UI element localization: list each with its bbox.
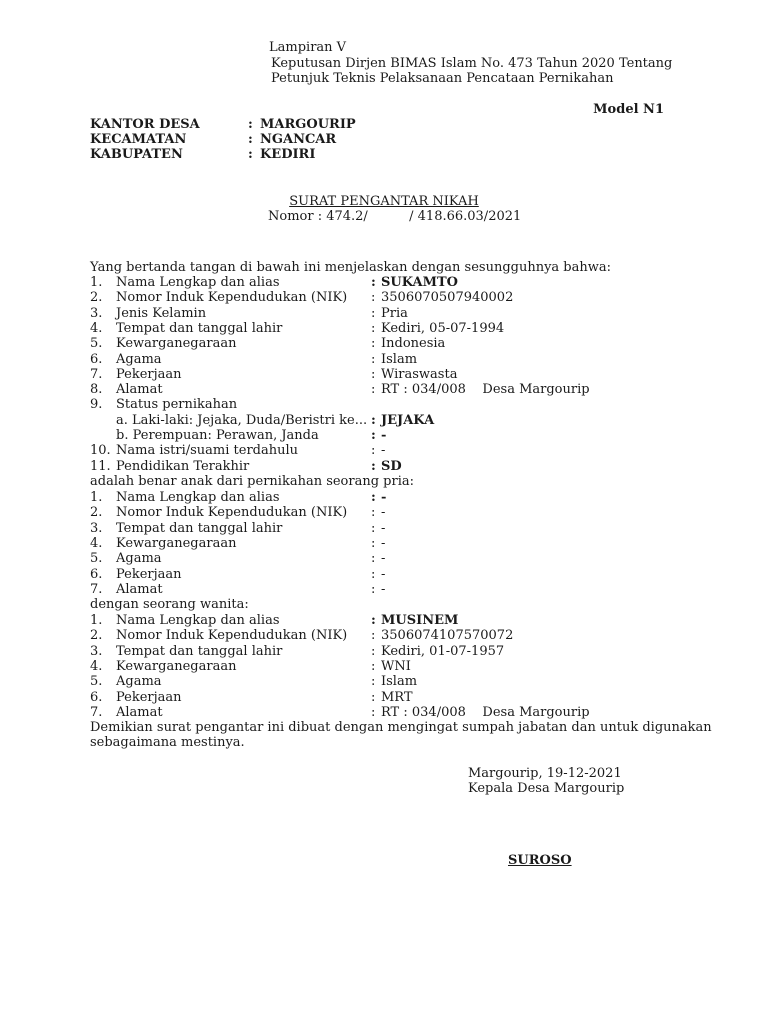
mother-row <box>0 659 768 674</box>
item-number: 5. <box>90 336 103 352</box>
item-value: 3506074107570072 <box>381 628 514 644</box>
item-value: Kediri, 05-07-1994 <box>381 320 505 336</box>
item-separator: : <box>371 674 376 690</box>
signature-place-date: Margourip, 19-12-2021 <box>468 766 622 781</box>
item-label: Jenis Kelamin <box>116 305 207 321</box>
item-value: - <box>381 428 387 443</box>
item-label: Alamat <box>116 382 163 398</box>
item-separator: : <box>371 336 376 352</box>
mother-intro: dengan seorang wanita: <box>90 597 249 612</box>
father-row <box>0 567 768 582</box>
item-label: Tempat dan tanggal lahir <box>116 520 283 536</box>
item-separator: : <box>371 704 376 720</box>
item-separator: : <box>371 490 376 505</box>
item-label: Pekerjaan <box>116 566 182 582</box>
item-label: Alamat <box>116 704 163 720</box>
item-separator: : <box>371 366 376 382</box>
subject-row <box>0 413 768 428</box>
item-number: 2. <box>90 505 103 521</box>
mother-row <box>0 628 768 643</box>
subject-row <box>0 352 768 367</box>
item-value: Pria <box>381 305 408 321</box>
item-separator: : <box>371 566 376 582</box>
subject-row <box>0 397 768 412</box>
subject-row <box>0 275 768 290</box>
item-separator: : <box>371 320 376 336</box>
subject-row <box>0 459 768 474</box>
mother-row <box>0 690 768 705</box>
item-number: 3. <box>90 643 103 659</box>
item-value: - <box>381 535 386 551</box>
item-label: Nomor Induk Kependudukan (NIK) <box>116 290 348 306</box>
item-label: Kewarganegaraan <box>116 535 237 551</box>
item-separator: : <box>371 305 376 321</box>
item-label: Pekerjaan <box>116 689 182 705</box>
father-intro: adalah benar anak dari pernikahan seorang pria: <box>90 474 415 489</box>
item-number: 4. <box>90 658 103 674</box>
mother-row <box>0 644 768 659</box>
item-separator: : <box>371 275 376 290</box>
item-value: Islam <box>381 674 418 690</box>
model-label: Model N1 <box>593 102 664 117</box>
item-value: MUSINEM <box>381 613 459 628</box>
subject-row <box>0 367 768 382</box>
item-label: a. Laki-laki: Jejaka, Duda/Beristri ke... <box>116 412 368 428</box>
item-number: 2. <box>90 290 103 306</box>
document-title: SURAT PENGANTAR NIKAH <box>289 194 479 209</box>
item-number: 1. <box>90 490 103 505</box>
item-number: 6. <box>90 566 103 582</box>
item-number: 2. <box>90 628 103 644</box>
item-number: 1. <box>90 613 103 628</box>
item-number: 7. <box>90 704 103 720</box>
signature-position: Kepala Desa Margourip <box>468 781 625 796</box>
item-separator: : <box>371 351 376 367</box>
item-number: 11. <box>90 458 111 474</box>
item-label: Kewarganegaraan <box>116 336 237 352</box>
item-number: 9. <box>90 397 103 413</box>
subject-row <box>0 306 768 321</box>
item-separator: : <box>371 428 376 443</box>
closing-line-1: Demikian surat pengantar ini dibuat dengan mengingat sumpah jabatan dan untuk digunakan <box>90 720 712 735</box>
item-number: 3. <box>90 520 103 536</box>
item-value: Indonesia <box>381 336 446 352</box>
office-value: MARGOURIP <box>260 117 356 132</box>
item-value: Wiraswasta <box>381 366 458 382</box>
item-value: - <box>381 581 386 597</box>
mother-row <box>0 613 768 628</box>
closing-line-2: sebagaimana mestinya. <box>90 735 245 750</box>
item-separator: : <box>371 551 376 567</box>
office-value: KEDIRI <box>260 147 316 162</box>
item-value: MRT <box>381 689 413 705</box>
item-label: Agama <box>116 551 162 567</box>
item-number: 4. <box>90 320 103 336</box>
item-label: Agama <box>116 674 162 690</box>
item-value: - <box>381 551 386 567</box>
item-separator: : <box>371 412 376 428</box>
item-value: 3506070507940002 <box>381 290 514 306</box>
office-label: KANTOR DESA <box>90 117 200 132</box>
mother-row <box>0 674 768 689</box>
item-number: 3. <box>90 305 103 321</box>
father-row <box>0 505 768 520</box>
item-number: 5. <box>90 674 103 690</box>
item-separator: : <box>371 581 376 597</box>
item-number: 7. <box>90 581 103 597</box>
keputusan-line-1: Keputusan Dirjen BIMAS Islam No. 473 Tahun 2020 Tentang <box>271 56 673 71</box>
office-label: KABUPATEN <box>90 147 183 162</box>
item-label: Nama istri/suami terdahulu <box>116 443 299 459</box>
item-number: 1. <box>90 275 103 290</box>
item-separator: : <box>371 520 376 536</box>
signature-name: SUROSO <box>508 853 572 868</box>
office-separator: : <box>248 132 253 147</box>
office-row <box>0 132 768 147</box>
item-separator: : <box>371 458 376 474</box>
item-label: Kewarganegaraan <box>116 658 237 674</box>
father-row <box>0 536 768 551</box>
item-separator: : <box>371 643 376 659</box>
item-value: SD <box>381 458 402 474</box>
father-row <box>0 521 768 536</box>
office-separator: : <box>248 147 253 162</box>
item-label: b. Perempuan: Perawan, Janda <box>116 428 319 443</box>
item-label: Nama Lengkap dan alias <box>116 275 280 290</box>
office-row <box>0 147 768 162</box>
subject-row <box>0 336 768 351</box>
item-separator: : <box>371 443 376 459</box>
keputusan-line-2: Petunjuk Teknis Pelaksanaan Pencataan Pernikahan <box>271 71 614 86</box>
intro-text: Yang bertanda tangan di bawah ini menjelaskan dengan sesungguhnya bahwa: <box>90 260 612 275</box>
item-value: RT : 034/008 Desa Margourip <box>381 382 590 398</box>
item-separator: : <box>371 505 376 521</box>
item-label: Nomor Induk Kependudukan (NIK) <box>116 628 348 644</box>
item-number: 4. <box>90 535 103 551</box>
father-row <box>0 551 768 566</box>
subject-row <box>0 428 768 443</box>
subject-row <box>0 382 768 397</box>
item-label: Nama Lengkap dan alias <box>116 490 280 505</box>
item-value: Kediri, 01-07-1957 <box>381 643 505 659</box>
item-label: Pendidikan Terakhir <box>116 458 250 474</box>
item-value: WNI <box>381 658 411 674</box>
document-number: Nomor : 474.2/ / 418.66.03/2021 <box>268 209 522 224</box>
item-value: - <box>381 505 386 521</box>
item-number: 7. <box>90 366 103 382</box>
item-label: Nama Lengkap dan alias <box>116 613 280 628</box>
item-separator: : <box>371 290 376 306</box>
item-separator: : <box>371 535 376 551</box>
office-label: KECAMATAN <box>90 132 187 147</box>
subject-row <box>0 443 768 458</box>
item-value: JEJAKA <box>381 412 435 428</box>
item-label: Tempat dan tanggal lahir <box>116 320 283 336</box>
item-value: - <box>381 566 386 582</box>
item-label: Agama <box>116 351 162 367</box>
father-row <box>0 490 768 505</box>
subject-row <box>0 290 768 305</box>
item-value: - <box>381 520 386 536</box>
father-row <box>0 582 768 597</box>
item-label: Alamat <box>116 581 163 597</box>
item-separator: : <box>371 689 376 705</box>
item-label: Nomor Induk Kependudukan (NIK) <box>116 505 348 521</box>
item-label: Pekerjaan <box>116 366 182 382</box>
item-value: - <box>381 443 386 459</box>
lampiran-label: Lampiran V <box>269 40 347 55</box>
item-value: Islam <box>381 351 418 367</box>
item-separator: : <box>371 613 376 628</box>
item-number: 6. <box>90 689 103 705</box>
item-number: 10. <box>90 443 111 459</box>
office-value: NGANCAR <box>260 132 337 147</box>
office-separator: : <box>248 117 253 132</box>
item-value: - <box>381 490 387 505</box>
item-number: 6. <box>90 351 103 367</box>
item-separator: : <box>371 628 376 644</box>
subject-row <box>0 321 768 336</box>
item-number: 8. <box>90 382 103 398</box>
item-separator: : <box>371 658 376 674</box>
item-label: Status pernikahan <box>116 397 238 413</box>
office-row <box>0 117 768 132</box>
item-number: 5. <box>90 551 103 567</box>
mother-row <box>0 705 768 720</box>
item-value: RT : 034/008 Desa Margourip <box>381 704 590 720</box>
item-separator: : <box>371 382 376 398</box>
item-label: Tempat dan tanggal lahir <box>116 643 283 659</box>
item-value: SUKAMTO <box>381 275 458 290</box>
